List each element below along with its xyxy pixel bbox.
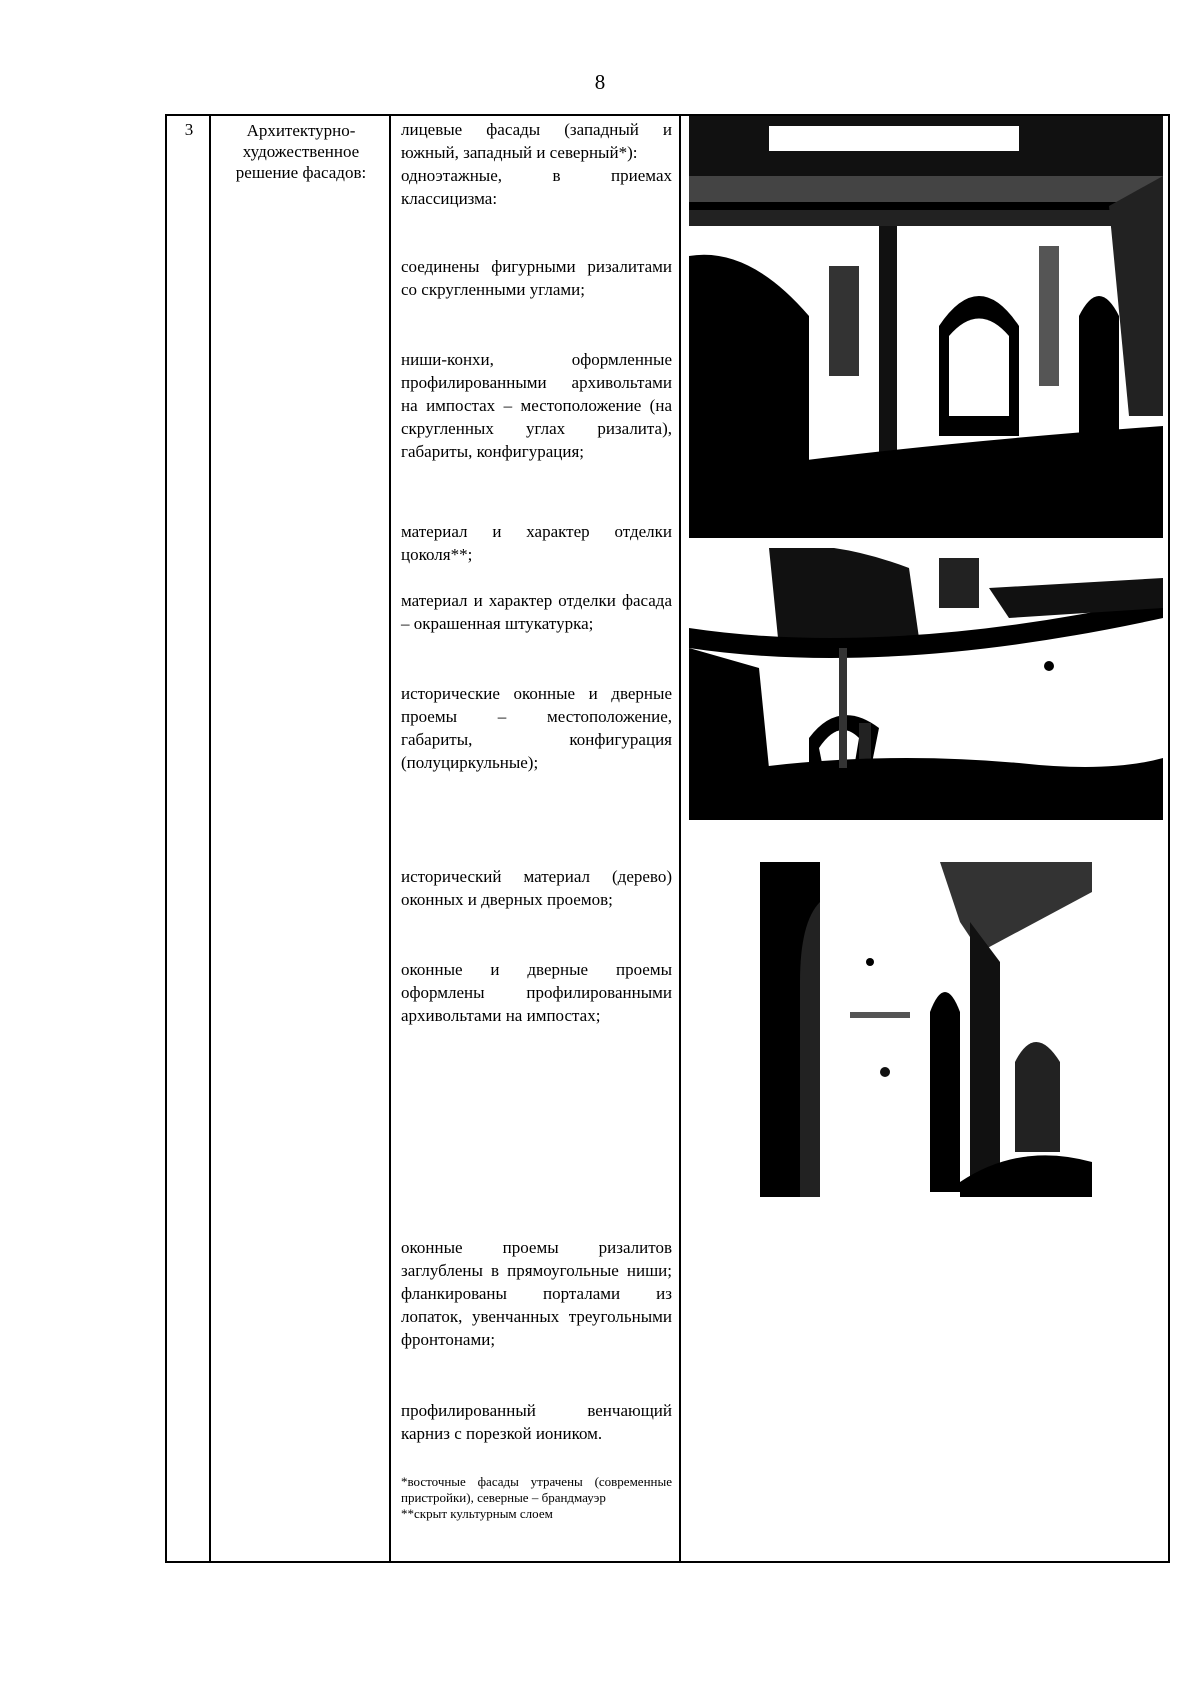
text-block-1 (401, 118, 672, 210)
text-block-7 (401, 865, 672, 911)
column-divider (679, 116, 681, 1561)
list-item: оконные и дверные проемы оформлены профилированными архивольтами на импостах; (401, 960, 672, 1025)
text-block-9 (401, 1236, 672, 1351)
list-item: одноэтажные, в приемах классицизма: (401, 166, 672, 208)
text-block-4 (401, 520, 672, 566)
column-divider (389, 116, 391, 1561)
protection-table (165, 114, 1170, 1563)
page-number: 8 (594, 70, 606, 94)
footnotes (401, 1474, 672, 1522)
row-number: 3 (184, 120, 194, 139)
column-divider (209, 116, 211, 1561)
text-block-6 (401, 682, 672, 774)
photo-courtyard-wall (689, 548, 1163, 820)
text-block-3 (401, 348, 672, 463)
footnote: *восточные фасады утрачены (современные пристройки), северные – брандмауэр (401, 1474, 672, 1505)
text-block-10 (401, 1399, 672, 1445)
text-block-2 (401, 255, 672, 301)
list-item: оконные проемы ризалитов заглублены в прямоугольные ниши; фланкированы порталами из лопаток, увенчанных треугольными фронтонами; (401, 1238, 672, 1349)
text-block-5 (401, 589, 672, 635)
footnote: **скрыт культурным слоем (401, 1506, 553, 1521)
photo-arched-niche-corner (760, 862, 1092, 1197)
list-item: материал и характер отделки фасада – окрашенная штукатурка; (401, 591, 672, 633)
list-item: исторический материал (дерево) оконных и дверных проемов; (401, 867, 672, 909)
list-item: исторические оконные и дверные проемы – местоположение, габариты, конфигурация (полуциркульные); (401, 684, 672, 772)
list-item: соединены фигурными ризалитами со скругленными углами; (401, 257, 672, 299)
list-item: лицевые фасады (западный и южный, западный и северный*): (401, 120, 672, 162)
photo-facade-arches (689, 116, 1163, 538)
list-item: материал и характер отделки цоколя**; (401, 522, 672, 564)
list-item: профилированный венчающий карниз с порезкой иоником. (401, 1401, 672, 1443)
text-block-8 (401, 958, 672, 1027)
row-title: Архитектурно-художественное решение фасадов: (235, 121, 367, 182)
list-item: ниши-конхи, оформленные профилированными архивольтами на импостах – местоположение (на скругленных углах ризалита), габариты, конфигурация; (401, 350, 672, 461)
